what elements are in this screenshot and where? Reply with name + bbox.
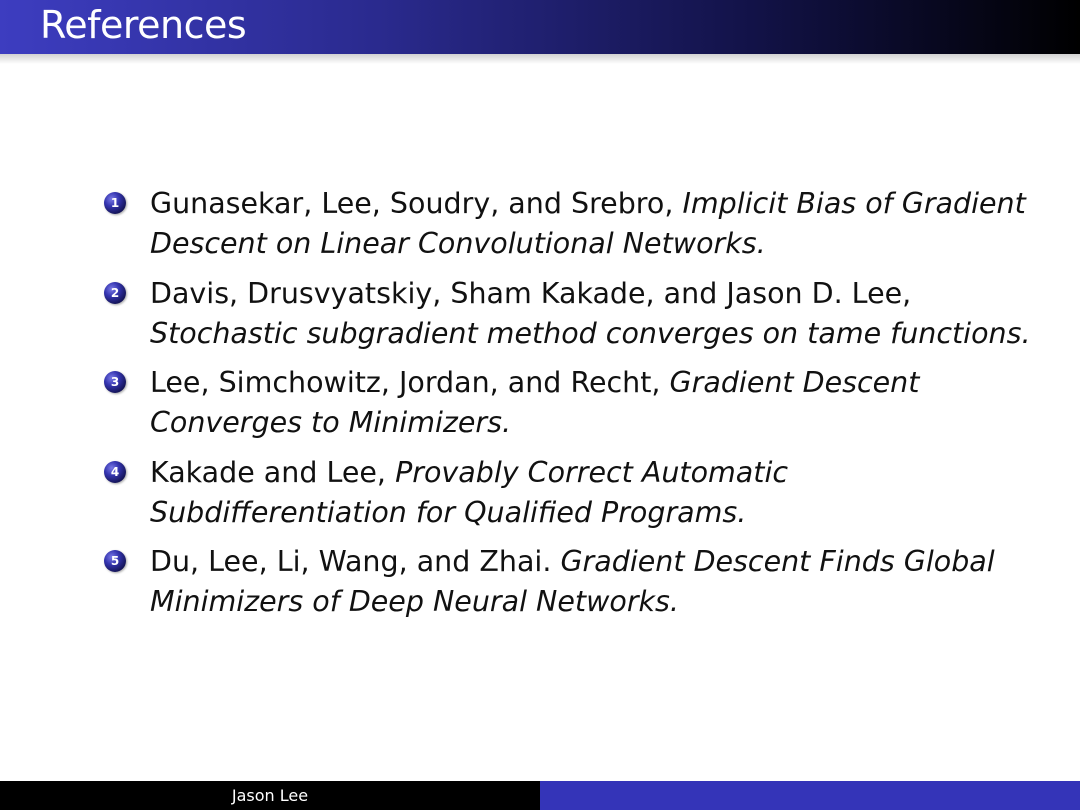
reference-line-1 bbox=[150, 184, 1026, 224]
reference-line-2 bbox=[150, 582, 1004, 622]
title-bar bbox=[0, 0, 1080, 54]
reference-item bbox=[104, 363, 1004, 443]
reference-authors: Du, Lee, Li, Wang, and Zhai. bbox=[150, 545, 561, 578]
reference-title-cont: Descent on Linear Convolutional Networks. bbox=[150, 227, 766, 260]
reference-title-cont: Minimizers of Deep Neural Networks. bbox=[150, 585, 679, 618]
footer-right-bar bbox=[540, 781, 1080, 810]
title-shadow bbox=[0, 54, 1080, 64]
reference-item bbox=[104, 274, 1031, 354]
reference-title-cont: Stochastic subgradient method converges on tame functions. bbox=[150, 316, 1031, 350]
reference-line-1 bbox=[150, 274, 1004, 314]
reference-title: Gradient Descent bbox=[669, 366, 920, 399]
reference-title: Implicit Bias of Gradient bbox=[682, 187, 1026, 220]
reference-line-1 bbox=[150, 453, 1004, 493]
reference-item bbox=[104, 542, 1004, 622]
reference-title: Gradient Descent Finds Global bbox=[560, 545, 995, 578]
reference-list bbox=[104, 184, 1031, 632]
enumeration-bullet-icon: 1 bbox=[104, 192, 126, 214]
footer-author-bar bbox=[0, 781, 540, 810]
reference-title-cont: Subdifferentiation for Qualified Programs. bbox=[150, 495, 747, 529]
reference-line-1 bbox=[150, 363, 1004, 403]
enumeration-bullet-icon: 3 bbox=[104, 371, 126, 393]
reference-title-cont: Converges to Minimizers. bbox=[150, 406, 512, 439]
enumeration-bullet-icon: 5 bbox=[104, 550, 126, 572]
enumeration-bullet-icon: 2 bbox=[104, 282, 126, 304]
reference-authors: Kakade and Lee, bbox=[150, 455, 396, 489]
reference-line-2 bbox=[150, 224, 1004, 264]
reference-title: Provably Correct Automatic bbox=[395, 455, 789, 489]
reference-item bbox=[104, 184, 1026, 264]
reference-authors: Lee, Simchowitz, Jordan, and Recht, bbox=[150, 366, 670, 399]
enumeration-bullet-icon: 4 bbox=[104, 461, 126, 483]
reference-line-2 bbox=[150, 314, 1031, 354]
reference-line-2 bbox=[150, 493, 1004, 533]
reference-item bbox=[104, 453, 1004, 533]
reference-line-2 bbox=[150, 403, 1004, 443]
reference-authors: Gunasekar, Lee, Soudry, and Srebro, bbox=[150, 187, 683, 220]
reference-authors: Davis, Drusvyatskiy, Sham Kakade, and Jason D. Lee, bbox=[150, 276, 912, 310]
slide-title: References bbox=[40, 3, 247, 47]
footer-author: Jason Lee bbox=[231, 786, 309, 805]
reference-line-1 bbox=[150, 542, 1004, 582]
